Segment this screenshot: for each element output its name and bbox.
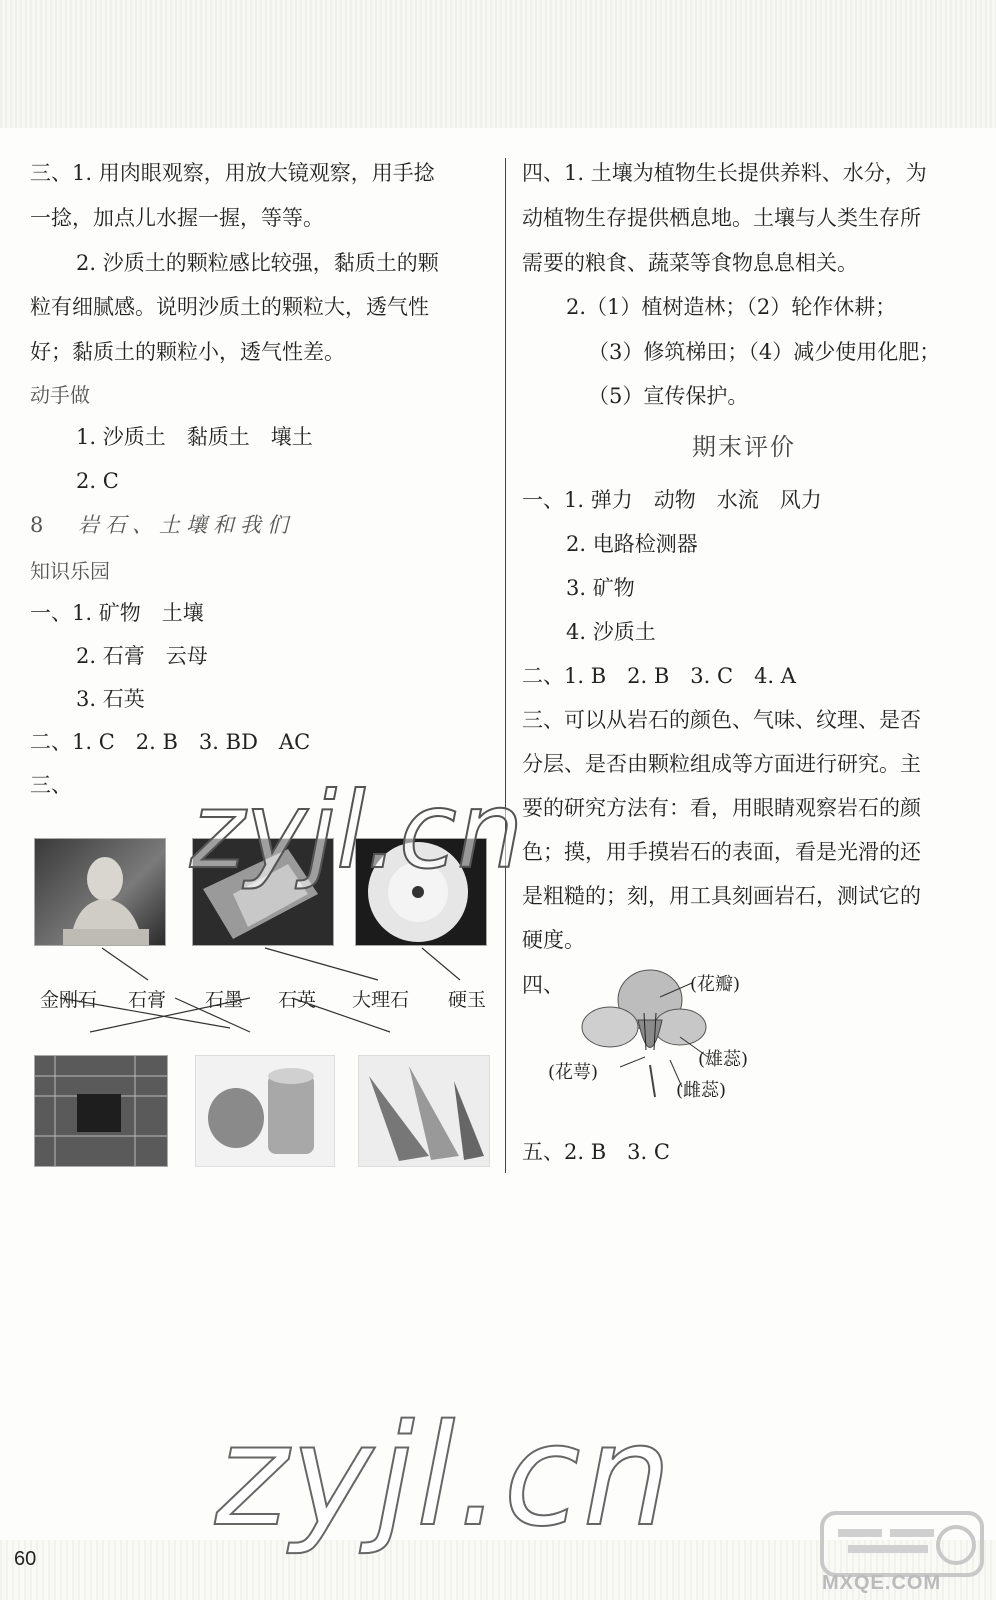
label-jadeite: 硬玉 [448, 989, 487, 1011]
watermark-overlay: zyjl.cn [190, 770, 524, 892]
left-line-4: 粒有细腻感。说明沙质土的颗粒大，透气性 [30, 295, 429, 319]
chapter-title: 岩石、土壤和我们 [78, 513, 294, 537]
final-line-12: 四、 [522, 973, 564, 997]
final-evaluation-heading: 期末评价 [692, 433, 796, 461]
knowledge-2: 2. 石膏 云母 [76, 644, 208, 668]
hands-on-2: 2. C [76, 469, 119, 493]
label-quartz: 石英 [278, 989, 317, 1011]
right-line-6: （5）宣传保护。 [588, 384, 749, 408]
final-line-2: 2. 电路检测器 [566, 532, 698, 556]
label-gypsum: 石膏 [128, 989, 167, 1011]
right-line-3: 需要的粮食、蔬菜等食物息息相关。 [522, 251, 858, 275]
final-line-8: 要的研究方法有：看，用眼睛观察岩石的颜 [522, 796, 921, 820]
hands-on-1: 1. 沙质土 黏质土 壤土 [76, 425, 313, 449]
final-line-11: 硬度。 [522, 928, 585, 952]
final-line-10: 是粗糙的；刻，用工具刻画岩石，测试它的 [522, 884, 921, 908]
label-petal: (花瓣) [690, 974, 741, 995]
section-heading-hands-on: 动手做 [30, 383, 90, 407]
drill-tool-photo [195, 1055, 335, 1167]
final-line-6: 三、可以从岩石的颜色、气味、纹理、是否 [522, 708, 921, 732]
final-line-7: 分层、是否由颗粒组成等方面进行研究。主 [522, 752, 921, 776]
chapter-number: 8 [30, 513, 44, 537]
left-line-5: 好；黏质土的颗粒小，透气性差。 [30, 340, 345, 364]
label-pistil: (雌蕊) [676, 1080, 727, 1101]
knowledge-1: 一、1. 矿物 土壤 [30, 601, 204, 625]
knowledge-3: 3. 石英 [76, 687, 145, 711]
right-line-4: 2.（1）植树造林；（2）轮作休耕； [566, 295, 897, 319]
final-line-9: 色；摸，用手摸岩石的表面，看是光滑的还 [522, 840, 921, 864]
final-line-1: 一、1. 弹力 动物 水流 风力 [522, 488, 822, 512]
left-line-3: 2. 沙质土的颗粒感比较强，黏质土的颗 [76, 251, 439, 275]
final-line-3: 3. 矿物 [566, 576, 635, 600]
section-heading-knowledge: 知识乐园 [30, 559, 110, 583]
final-line-5: 二、1. B 2. B 3. C 4. A [522, 664, 796, 688]
label-graphite: 石墨 [205, 989, 244, 1011]
pencil-tips-photo [358, 1055, 490, 1167]
label-diamond: 金刚石 [40, 989, 98, 1011]
final-line-4: 4. 沙质土 [566, 620, 656, 644]
right-line-1: 四、1. 土壤为植物生长提供养料、水分，为 [522, 161, 927, 185]
label-marble: 大理石 [352, 989, 410, 1011]
right-line-2: 动植物生存提供栖息地。土壤与人类生存所 [522, 206, 921, 230]
left-line-2: 一捻，加点儿水握一握，等等。 [30, 206, 324, 230]
column-divider [505, 158, 506, 1173]
circuit-chip-photo [34, 1055, 168, 1167]
label-sepal: (花萼) [548, 1062, 599, 1083]
final-line-13: 五、2. B 3. C [522, 1140, 670, 1164]
bust-statue-photo [34, 838, 166, 946]
knowledge-4: 二、1. C 2. B 3. BD AC [30, 730, 311, 754]
logo-text: MXQE.COM [822, 1572, 942, 1594]
knowledge-5: 三、 [30, 773, 72, 797]
right-line-5: （3）修筑梯田；（4）减少使用化肥； [588, 340, 941, 364]
left-line-1: 三、1. 用肉眼观察，用放大镜观察，用手捻 [30, 161, 435, 185]
top-scan-band [0, 0, 996, 128]
watermark-large: zyjl.cn [215, 1395, 674, 1558]
label-stamen: (雄蕊) [698, 1049, 749, 1070]
page-number: 60 [14, 1548, 37, 1570]
